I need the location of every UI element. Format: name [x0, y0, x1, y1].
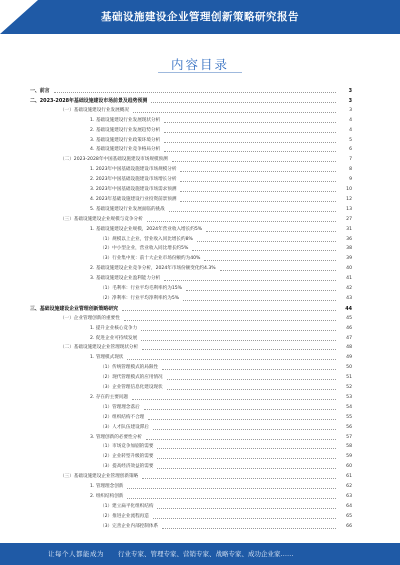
- toc-page-number: 59: [346, 454, 352, 460]
- table-of-contents: [0, 86, 400, 532]
- toc-entry[interactable]: [0, 423, 400, 431]
- toc-entry[interactable]: [0, 403, 400, 411]
- toc-leader-dots: [164, 275, 336, 281]
- toc-entry[interactable]: [0, 482, 400, 490]
- toc-leader-dots: [153, 424, 336, 430]
- toc-entry-title: 3. 基础设施建设企业盈利能力分析: [90, 276, 161, 282]
- toc-entry-title: （2）企业转型升级的需要: [100, 454, 154, 460]
- toc-entry-title: 1. 基础设施建设行业发展现状分析: [90, 117, 161, 123]
- toc-leader-dots: [167, 384, 336, 390]
- toc-entry-title: （1）建立扁平化组织结构: [100, 503, 154, 509]
- toc-entry[interactable]: [0, 353, 400, 361]
- toc-leader-dots: [148, 414, 336, 420]
- toc-entry-title: 1. 管理模式现状: [90, 355, 124, 361]
- toc-entry[interactable]: [0, 373, 400, 381]
- toc-page-number: 36: [346, 236, 352, 242]
- toc-entry[interactable]: [0, 393, 400, 401]
- toc-entry-title: 2. 基础设施建设行业发展趋势分析: [90, 127, 161, 133]
- toc-page-number: 51: [346, 375, 352, 381]
- toc-entry-title: （二）2023-2028年中国基础设施建设市场规模预测: [60, 157, 168, 163]
- toc-entry-title: （3）人才队伍建设滞后: [100, 424, 149, 430]
- toc-heading: 内容目录: [170, 57, 229, 72]
- toc-entry[interactable]: [0, 433, 400, 441]
- toc-leader-dots: [180, 196, 336, 202]
- toc-leader-dots: [220, 265, 336, 271]
- toc-leader-dots: [180, 166, 336, 172]
- toc-entry[interactable]: [0, 462, 400, 470]
- toc-leader-dots: [192, 245, 336, 251]
- toc-entry-title: （2）净利率：行业平均净利率约为5%: [100, 295, 180, 301]
- toc-entry-title: （三）基础设施建设企业规模与竞争分析: [60, 216, 143, 222]
- toc-page-number: 60: [346, 464, 352, 470]
- toc-entry-title: 4. 2023年基础设施建设行业投资前景预测: [90, 196, 177, 202]
- toc-entry[interactable]: [0, 126, 400, 134]
- toc-entry[interactable]: [0, 383, 400, 391]
- toc-entry-title: 2. 存在的主要问题: [90, 394, 129, 400]
- toc-page-number: 41: [346, 276, 352, 282]
- toc-leader-dots: [157, 503, 336, 509]
- toc-page-number: 45: [346, 315, 352, 321]
- toc-leader-dots: [127, 354, 336, 360]
- toc-page-number: 65: [346, 513, 352, 519]
- toc-entry[interactable]: [0, 284, 400, 292]
- toc-entry[interactable]: [0, 274, 400, 282]
- toc-entry-title: 一、前言: [30, 88, 50, 94]
- toc-leader-dots: [172, 156, 336, 162]
- toc-leader-dots: [132, 394, 336, 400]
- toc-entry-title: 3. 管理创新的必要性分析: [90, 434, 142, 440]
- toc-entry-title: （1）毛利率：行业平均毛利率约为15%: [100, 286, 183, 291]
- toc-entry[interactable]: [0, 205, 400, 213]
- toc-entry-title: （3）企业管理信息化建设现状: [100, 385, 163, 390]
- toc-entry[interactable]: [0, 264, 400, 272]
- toc-leader-dots: [141, 335, 336, 341]
- toc-page-number: 64: [346, 503, 352, 509]
- toc-leader-dots: [142, 473, 336, 479]
- toc-entry[interactable]: [0, 334, 400, 342]
- toc-entry-title: （三）基础设施建设企业管理创新策略: [60, 474, 139, 480]
- toc-page-number: 3: [348, 97, 352, 104]
- page-footer: [0, 543, 400, 565]
- toc-page-number: 52: [346, 385, 352, 390]
- toc-entry[interactable]: [0, 452, 400, 460]
- toc-entry-title: （二）基础设施建设企业管理现状分析: [60, 345, 139, 351]
- footer-slogan-right: 行业专家、管理专家、营销专家、战略专家、成功企业家……: [118, 550, 294, 558]
- toc-entry-title: （一）企业管理创新的重要性: [60, 315, 120, 321]
- toc-leader-dots: [162, 364, 336, 370]
- toc-entry-title: 2. 组织结构创新: [90, 493, 124, 499]
- toc-entry[interactable]: [0, 442, 400, 450]
- toc-entry[interactable]: [0, 96, 400, 104]
- toc-leader-dots: [144, 404, 336, 410]
- toc-entry[interactable]: [0, 343, 400, 351]
- toc-entry-title: （2）中小型企业，营业收入同比增长约5%: [100, 246, 189, 252]
- toc-leader-dots: [197, 236, 336, 242]
- toc-leader-dots: [162, 523, 336, 529]
- toc-leader-dots: [180, 186, 336, 192]
- toc-entry[interactable]: [0, 472, 400, 480]
- toc-entry-title: （1）市场竞争加剧的需要: [100, 444, 154, 450]
- toc-page-number: 61: [346, 474, 352, 480]
- toc-entry-title: 3. 2023年中国基础设施建设市场需求预测: [90, 187, 177, 192]
- toc-leader-dots: [146, 434, 336, 440]
- toc-page-number: 9: [349, 177, 352, 183]
- toc-entry-title: 1. 2023年中国基础设施建设市场规模分析: [90, 167, 177, 173]
- page-header: [0, 0, 400, 34]
- toc-leader-dots: [147, 216, 336, 222]
- toc-entry-title: （一）基础设施建设行业发展概况: [60, 107, 129, 113]
- toc-leader-dots: [183, 295, 336, 301]
- toc-entry-title: （3）完善企业内部控制体系: [100, 523, 159, 529]
- toc-entry[interactable]: [0, 86, 400, 94]
- toc-leader-dots: [127, 483, 336, 489]
- toc-leader-dots: [164, 137, 336, 143]
- toc-leader-dots: [142, 344, 336, 350]
- toc-entry-title: 1. 基础设施建设企业规模，2024年营业收入增长约5%: [90, 226, 203, 232]
- toc-leader-dots: [186, 285, 336, 291]
- toc-entry-title: （3）行业集中度：前十大企业市场份额约为40%: [100, 256, 201, 262]
- toc-page-number: 3: [348, 88, 352, 94]
- toc-page-number: 38: [346, 246, 352, 252]
- toc-leader-dots: [180, 176, 336, 182]
- toc-entry[interactable]: [0, 175, 400, 183]
- toc-entry-title: 2. 基础设施建设企业竞争分析，2024年市场份额变化约4.3%: [90, 266, 216, 272]
- toc-page-number: 7: [349, 157, 352, 163]
- toc-page-number: 63: [346, 493, 352, 499]
- toc-page-number: 50: [346, 365, 352, 371]
- toc-leader-dots: [206, 226, 336, 232]
- toc-page-number: 31: [346, 226, 352, 232]
- toc-entry-title: （1）管理理念落后: [100, 404, 140, 410]
- toc-entry-title: （3）提高经济效益的需要: [100, 464, 154, 470]
- toc-entry[interactable]: [0, 244, 400, 252]
- toc-page-number: 57: [346, 434, 352, 440]
- toc-page-number: 27: [346, 216, 352, 222]
- toc-page-number: 44: [345, 305, 352, 312]
- toc-page-number: 4: [349, 117, 352, 123]
- toc-entry[interactable]: [0, 304, 400, 312]
- toc-entry[interactable]: [0, 116, 400, 124]
- toc-entry-title: （2）推进企业流程再造: [100, 513, 149, 519]
- toc-entry-title: 5. 基础设施建设行业发展面临的挑战: [90, 206, 165, 212]
- toc-page-number: 3: [349, 107, 352, 113]
- toc-entry[interactable]: [0, 502, 400, 510]
- toc-entry[interactable]: [0, 522, 400, 530]
- toc-leader-dots: [124, 315, 336, 321]
- toc-page-number: 40: [346, 266, 352, 272]
- toc-page-number: 10: [346, 187, 352, 192]
- toc-entry-title: 3. 基础设施建设行业政策环境分析: [90, 137, 161, 143]
- toc-entry-title: 1. 管理理念创新: [90, 484, 124, 489]
- toc-page-number: 13: [346, 206, 352, 212]
- toc-page-number: 53: [346, 394, 352, 400]
- toc-entry-title: （2）组织结构不合理: [100, 414, 145, 420]
- toc-leader-dots: [153, 513, 336, 519]
- toc-entry[interactable]: [0, 145, 400, 153]
- toc-entry-title: （1）规模以上企业，营业收入同比增长约8%: [100, 236, 193, 242]
- toc-entry-title: 二、2023-2028年基础设施建设市场前景及趋势预测: [30, 97, 148, 104]
- toc-entry-title: （2）现代管理模式的应用情况: [100, 375, 163, 381]
- toc-entry[interactable]: [0, 106, 400, 114]
- toc-leader-dots: [164, 117, 336, 123]
- toc-page-number: 47: [346, 335, 352, 341]
- toc-entry[interactable]: [0, 235, 400, 243]
- toc-page-number: 49: [346, 355, 352, 361]
- toc-leader-dots: [141, 325, 336, 331]
- toc-page-number: 66: [346, 523, 352, 529]
- toc-page-number: 8: [349, 167, 352, 173]
- toc-entry-title: 1. 提升企业核心竞争力: [90, 325, 138, 331]
- toc-page-number: 42: [346, 286, 352, 291]
- toc-page-number: 54: [346, 404, 352, 410]
- toc-entry[interactable]: [0, 413, 400, 421]
- toc-entry[interactable]: [0, 324, 400, 332]
- toc-leader-dots: [133, 107, 336, 113]
- toc-leader-dots: [157, 443, 336, 449]
- toc-entry[interactable]: [0, 225, 400, 233]
- toc-leader-dots: [157, 463, 336, 469]
- toc-entry[interactable]: [0, 155, 400, 163]
- report-title: 基础设施建设企业管理创新策略研究报告: [101, 11, 299, 23]
- toc-entry-title: 2. 2023年中国基础设施建设市场增长分析: [90, 177, 177, 183]
- toc-entry[interactable]: [0, 492, 400, 500]
- toc-entry[interactable]: [0, 512, 400, 520]
- toc-leader-dots: [204, 255, 336, 261]
- toc-page-number: 46: [346, 325, 352, 331]
- footer-slogan-left: 让每个人都能成为: [48, 550, 104, 558]
- toc-entry[interactable]: [0, 314, 400, 322]
- toc-page-number: 43: [346, 295, 352, 301]
- toc-entry-title: （1）传统管理模式的局限性: [100, 365, 159, 371]
- toc-page-number: 12: [346, 196, 352, 202]
- toc-page-number: 4: [349, 127, 352, 133]
- toc-leader-dots: [164, 127, 336, 133]
- toc-leader-dots: [54, 87, 336, 93]
- toc-entry[interactable]: [0, 215, 400, 223]
- heading-divider: [158, 72, 242, 73]
- toc-leader-dots: [151, 97, 336, 103]
- toc-leader-dots: [169, 206, 336, 212]
- toc-entry[interactable]: [0, 185, 400, 193]
- toc-page-number: 56: [346, 424, 352, 430]
- toc-entry-title: 三、基础设施建设企业管理创新策略研究: [30, 305, 119, 312]
- toc-entry[interactable]: [0, 136, 400, 144]
- toc-entry[interactable]: [0, 294, 400, 302]
- toc-entry[interactable]: [0, 195, 400, 203]
- toc-page-number: 62: [346, 484, 352, 489]
- toc-leader-dots: [127, 493, 336, 499]
- toc-page-number: 6: [349, 147, 352, 153]
- toc-entry-title: 4. 基础设施建设行业竞争格局分析: [90, 147, 161, 153]
- toc-entry-title: 2. 促进企业可持续发展: [90, 335, 138, 341]
- toc-entry[interactable]: [0, 363, 400, 371]
- toc-leader-dots: [157, 453, 336, 459]
- toc-page-number: 48: [346, 345, 352, 351]
- toc-page-number: 39: [346, 256, 352, 262]
- toc-page-number: 5: [349, 137, 352, 143]
- toc-leader-dots: [122, 305, 336, 311]
- toc-leader-dots: [164, 146, 336, 152]
- toc-page-number: 55: [346, 414, 352, 420]
- toc-page-number: 58: [346, 444, 352, 450]
- toc-leader-dots: [167, 374, 336, 380]
- toc-entry[interactable]: [0, 254, 400, 262]
- toc-entry[interactable]: [0, 165, 400, 173]
